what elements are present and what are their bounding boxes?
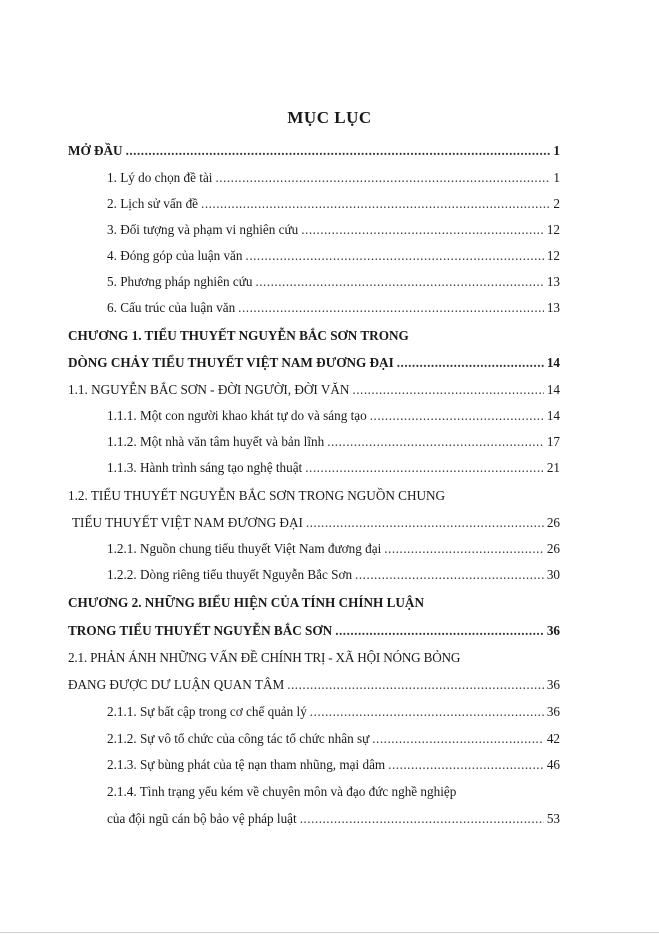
toc-entry-page: 1 xyxy=(553,170,560,185)
chapter-heading: CHƯƠNG 1. TIỂU THUYẾT NGUYỄN BẮC SƠN TRONG xyxy=(68,328,409,343)
toc-entry-text: 2.1.2. Sự vô tổ chức của công tác tổ chức nhân sự xyxy=(107,731,370,746)
toc-entry xyxy=(107,247,560,265)
toc-entry-page: 53 xyxy=(546,811,560,826)
leader-dots xyxy=(355,566,544,584)
toc-entry xyxy=(107,273,560,291)
toc-entry-page: 12 xyxy=(546,248,560,263)
toc-entry-text: 1. Lý do chọn đề tài xyxy=(107,170,213,185)
toc-entry-text: 1.1.2. Một nhà văn tâm huyết và bản lĩnh xyxy=(107,434,325,449)
leader-dots xyxy=(301,221,544,239)
toc-entry xyxy=(107,195,560,213)
toc-entry xyxy=(68,354,560,372)
toc-entry xyxy=(107,459,560,477)
toc-entry-text: 3. Đối tượng và phạm vi nghiên cứu xyxy=(107,222,299,237)
toc-entry-page: 13 xyxy=(546,300,560,315)
toc-entry-text: TRONG TIỂU THUYẾT NGUYỄN BẮC SƠN xyxy=(68,623,333,638)
toc-entry xyxy=(107,299,560,317)
toc-entry xyxy=(107,407,560,425)
toc-entry-text: 1.2.2. Dòng riêng tiểu thuyết Nguyễn Bắc Sơn xyxy=(107,567,353,582)
toc-entry xyxy=(107,566,560,584)
leader-dots xyxy=(201,195,550,213)
leader-dots xyxy=(287,676,544,694)
toc-entry-page: 14 xyxy=(546,408,560,423)
toc-entry-page: 14 xyxy=(546,382,560,397)
leader-dots xyxy=(370,407,544,425)
toc-entry xyxy=(107,730,560,748)
toc-entry xyxy=(68,142,560,160)
page-title: MỤC LỤC xyxy=(287,108,372,127)
toc-entry-text: 4. Đóng góp của luận văn xyxy=(107,248,243,263)
leader-dots xyxy=(397,354,544,372)
section-heading: 2.1. PHẢN ÁNH NHỮNG VẤN ĐỀ CHÍNH TRỊ - XÃ HỘI NÓNG BỎNG xyxy=(68,650,461,665)
toc-entry-text: 1.1.3. Hành trình sáng tạo nghệ thuật xyxy=(107,460,303,475)
leader-dots xyxy=(352,381,543,399)
toc-entry-page: 26 xyxy=(546,541,560,556)
toc-entry-page: 13 xyxy=(546,274,560,289)
toc-entry xyxy=(72,514,560,532)
toc-entry xyxy=(107,810,560,828)
toc-entry xyxy=(107,540,560,558)
leader-dots xyxy=(310,703,544,721)
toc-entry-text: 6. Cấu trúc của luận văn xyxy=(107,300,236,315)
leader-dots xyxy=(327,433,544,451)
toc-entry-page: 12 xyxy=(546,222,560,237)
subsection-heading: 2.1.4. Tình trạng yếu kém về chuyên môn và đạo đức nghề nghiệp xyxy=(107,784,457,799)
leader-dots xyxy=(305,459,544,477)
toc-entry xyxy=(68,381,560,399)
toc-entry-text: 1.1. NGUYỄN BẮC SƠN - ĐỜI NGƯỜI, ĐỜI VĂN xyxy=(68,382,350,397)
toc-entry-page: 21 xyxy=(546,460,560,475)
toc-entry xyxy=(107,756,560,774)
toc-entry-page: 36 xyxy=(546,623,560,638)
toc-entry xyxy=(107,703,560,721)
toc-entry-text: của đội ngũ cán bộ bảo vệ pháp luật xyxy=(107,811,297,826)
toc-entry-page: 36 xyxy=(546,704,560,719)
toc-entry-text: 2.1.1. Sự bất cập trong cơ chế quản lý xyxy=(107,704,307,719)
toc-entry-text: 5. Phương pháp nghiên cứu xyxy=(107,274,253,289)
toc-entry-text: ĐANG ĐƯỢC DƯ LUẬN QUAN TÂM xyxy=(68,677,285,692)
toc-entry-text: 1.1.1. Một con người khao khát tự do và sáng tạo xyxy=(107,408,367,423)
toc-entry-text: 1.2.1. Nguồn chung tiểu thuyết Việt Nam đương đại xyxy=(107,541,382,556)
section-heading: 1.2. TIỂU THUYẾT NGUYỄN BẮC SƠN TRONG NGUỒN CHUNG xyxy=(68,488,446,503)
leader-dots xyxy=(335,622,544,640)
leader-dots xyxy=(255,273,543,291)
page-bottom-edge xyxy=(0,932,659,933)
leader-dots xyxy=(372,730,544,748)
leader-dots xyxy=(388,756,544,774)
toc-entry-page: 26 xyxy=(546,515,560,530)
toc-entry xyxy=(68,622,560,640)
leader-dots xyxy=(306,514,544,532)
toc-entry-text: 2.1.3. Sự bùng phát của tệ nạn tham nhũng, mại dâm xyxy=(107,757,386,772)
toc-entry xyxy=(107,169,560,187)
toc-entry-text: 2. Lịch sử vấn đề xyxy=(107,196,199,211)
toc-entry-page: 36 xyxy=(546,677,560,692)
toc-entry-text: MỞ ĐẦU xyxy=(68,143,123,158)
toc-entry-page: 42 xyxy=(546,731,560,746)
leader-dots xyxy=(300,810,544,828)
leader-dots xyxy=(238,299,544,317)
leader-dots xyxy=(215,169,550,187)
toc-entry-text: TIỂU THUYẾT VIỆT NAM ĐƯƠNG ĐẠI xyxy=(72,515,303,530)
toc-entry-page: 46 xyxy=(546,757,560,772)
toc-entry-page: 14 xyxy=(546,355,560,370)
toc-entry-page: 30 xyxy=(546,567,560,582)
toc-entry-page: 1 xyxy=(553,143,560,158)
toc-entry-page: 2 xyxy=(553,196,560,211)
toc-entry xyxy=(107,221,560,239)
leader-dots xyxy=(384,540,544,558)
toc-entry xyxy=(107,433,560,451)
toc-entry-page: 17 xyxy=(546,434,560,449)
toc-entry-text: DÒNG CHẢY TIỂU THUYẾT VIỆT NAM ĐƯƠNG ĐẠI xyxy=(68,355,394,370)
chapter-heading: CHƯƠNG 2. NHỮNG BIỂU HIỆN CỦA TÍNH CHÍNH LUẬN xyxy=(68,595,424,610)
leader-dots xyxy=(246,247,544,265)
toc-entry xyxy=(68,676,560,694)
leader-dots xyxy=(126,142,551,160)
